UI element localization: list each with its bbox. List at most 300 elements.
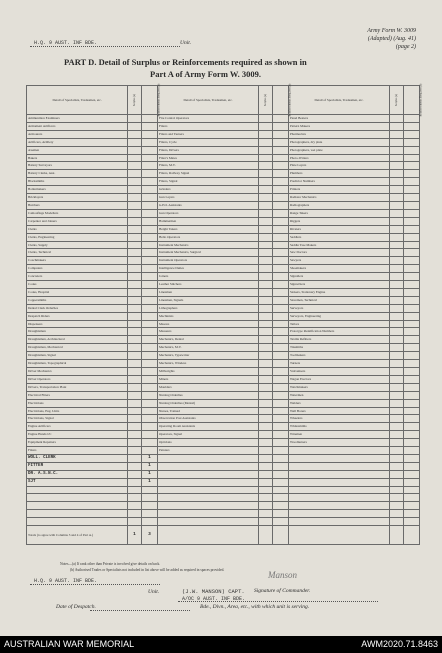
table-row (27, 186, 420, 194)
trade-cell: Plate Layers (288, 162, 389, 170)
trade-cell: Saddle Tree Makers (288, 241, 389, 249)
surplus-cell (390, 336, 404, 344)
surplus-cell (259, 375, 273, 383)
blank-cell (259, 526, 273, 545)
blank-cell (272, 486, 288, 494)
part-title-line2: Part A of Army Form W. 3009. (150, 69, 261, 79)
table-row (27, 415, 420, 423)
trade-cell: Operating Room Assistants (157, 423, 258, 431)
trade-cell: Millwrights (157, 368, 258, 376)
blank-cell (272, 478, 288, 486)
blank-cell (390, 510, 404, 518)
reinf-cell (403, 407, 419, 415)
reinf-cell (141, 138, 157, 146)
trade-cell: Storemen, Technical (288, 296, 389, 304)
reinf-cell (141, 130, 157, 138)
note-a: Notes—(a) If rank other than Private is involved give details on back. (60, 562, 161, 566)
blank-cell (128, 510, 142, 518)
surplus-cell (128, 312, 142, 320)
surplus-cell (128, 447, 142, 455)
reinf-cell (403, 352, 419, 360)
blank-cell (403, 454, 419, 462)
despatch-line (90, 610, 190, 611)
reinf-cell (141, 423, 157, 431)
table-row (27, 431, 420, 439)
table-row (27, 320, 420, 328)
table-row (27, 391, 420, 399)
trade-cell: Photographers, wet plate (288, 146, 389, 154)
reinf-cell (403, 383, 419, 391)
reinf-cell (403, 368, 419, 376)
table-row (27, 423, 420, 431)
surplus-cell (390, 178, 404, 186)
trade-cell: Wagon Erectors (288, 375, 389, 383)
trade-cell: Draughtsmen, Architectural (27, 336, 128, 344)
reinf-cell (403, 375, 419, 383)
reinf-cell (272, 304, 288, 312)
blank-cell (390, 486, 404, 494)
surplus-cell (128, 288, 142, 296)
reinf-cell (403, 233, 419, 241)
trade-cell: Photo-Writers (288, 154, 389, 162)
trade-cell: Masseurs (157, 328, 258, 336)
reinf-cell (272, 154, 288, 162)
surplus-cell (259, 344, 273, 352)
surplus-cell (128, 170, 142, 178)
reinf-cell (272, 431, 288, 439)
reinf-cell (272, 360, 288, 368)
blank-cell (272, 502, 288, 510)
trade-cell: Driver Mechanics (27, 368, 128, 376)
reinf-cell (141, 368, 157, 376)
reinf-cell (272, 170, 288, 178)
surplus-cell (128, 383, 142, 391)
reinf-cell (141, 352, 157, 360)
reinf-cell (403, 194, 419, 202)
reinf-cell (403, 249, 419, 257)
blank-cell (27, 486, 128, 494)
reinf-cell (141, 288, 157, 296)
reinf-cell (141, 178, 157, 186)
trade-cell: Concreters (27, 273, 128, 281)
trade-cell: Coachmakers (27, 257, 128, 265)
reinf-cell (141, 273, 157, 281)
surplus-cell (259, 194, 273, 202)
reinf-cell (403, 241, 419, 249)
unit-line (30, 46, 180, 47)
table-row (27, 447, 420, 455)
trade-cell: Prototype Identification Numbers (288, 328, 389, 336)
col-header-reinf: Reinforcements Required (b) (141, 86, 157, 115)
surplus-cell (128, 328, 142, 336)
despatch-label: Date of Despatch. (56, 604, 96, 610)
reinf-cell (141, 281, 157, 289)
surplus-cell (390, 423, 404, 431)
surplus-cell (259, 296, 273, 304)
reinf-cell (141, 201, 157, 209)
col-header-reinf: Reinforcements Required (b) (272, 86, 288, 115)
blank-cell (27, 502, 128, 510)
trade-cell: Mechanics, M.V. (157, 344, 258, 352)
surplus-cell (128, 431, 142, 439)
trade-cell: Watermen (288, 391, 389, 399)
trade-cell: Wheelers (288, 415, 389, 423)
reinf-cell (141, 375, 157, 383)
reinf-cell (272, 122, 288, 130)
surplus-cell (390, 209, 404, 217)
trade-cell: Clerks (27, 225, 128, 233)
surplus-cell (259, 415, 273, 423)
table-row (27, 233, 420, 241)
reinf-cell (272, 399, 288, 407)
reinf-cell (403, 415, 419, 423)
blank-cell (259, 470, 273, 478)
blank-cell (157, 494, 258, 502)
table-header-row (27, 86, 420, 115)
totals-row (27, 526, 420, 545)
surplus-cell (128, 154, 142, 162)
reinf-cell (272, 344, 288, 352)
blank-cell (288, 518, 389, 526)
surplus-cell (259, 249, 273, 257)
trade-cell: Toolmakers (288, 352, 389, 360)
surplus-cell (128, 407, 142, 415)
reinf-cell (141, 162, 157, 170)
surplus-cell (390, 130, 404, 138)
trade-cell: Fitters (157, 122, 258, 130)
reinf-cell (272, 194, 288, 202)
table-row (27, 368, 420, 376)
surplus-cell (390, 328, 404, 336)
trade-cell: Shoemakers (288, 265, 389, 273)
reinf-cell (141, 194, 157, 202)
surplus-cell (390, 368, 404, 376)
footer-unit-label: Unit. (148, 589, 160, 595)
table-row (27, 225, 420, 233)
trade-cell: Radiator Mechanics (288, 194, 389, 202)
reinf-cell (272, 407, 288, 415)
table-row (27, 462, 420, 470)
typed-reinf-cell: 1 (141, 470, 157, 478)
blank-cell (390, 454, 404, 462)
trade-cell: Surveyors (288, 304, 389, 312)
reinf-cell (141, 344, 157, 352)
surplus-cell (259, 281, 273, 289)
table-row (27, 407, 420, 415)
blank-cell (157, 470, 258, 478)
trade-cell: Linesmen (157, 288, 258, 296)
reinf-cell (272, 328, 288, 336)
reinf-cell (403, 217, 419, 225)
surplus-cell (390, 154, 404, 162)
reinf-cell (141, 257, 157, 265)
typed-trade-cell: DR. A.S.N.C. (27, 470, 128, 478)
trade-cell: Pattern Makers (288, 122, 389, 130)
surplus-cell (128, 304, 142, 312)
surplus-cell (128, 273, 142, 281)
typed-trade-cell: WOLL. CLERK (27, 454, 128, 462)
unit-stamp: H.Q. 9 AUST. INF BDE. (34, 40, 98, 46)
blank-cell (27, 494, 128, 502)
reinf-cell (403, 257, 419, 265)
trade-cell: Armourers (27, 130, 128, 138)
surplus-cell (259, 186, 273, 194)
reinf-cell (141, 360, 157, 368)
trade-cell: Dispensers (27, 320, 128, 328)
table-row (27, 328, 420, 336)
reinf-cell (403, 138, 419, 146)
surplus-cell (128, 439, 142, 447)
surplus-cell (259, 225, 273, 233)
surplus-cell (128, 344, 142, 352)
trade-cell: Gun Operators (157, 209, 258, 217)
commander-line (178, 601, 378, 602)
blank-cell (272, 462, 288, 470)
surplus-cell (259, 391, 273, 399)
surplus-cell (128, 391, 142, 399)
surplus-cell (259, 304, 273, 312)
trade-cell: Fitters, M.V. (157, 162, 258, 170)
blank-cell (403, 518, 419, 526)
reinf-cell (272, 241, 288, 249)
blank-cell (259, 518, 273, 526)
surplus-cell (390, 296, 404, 304)
trade-cell: Draughtsmen, Signal (27, 352, 128, 360)
col-header-surplus: Surplus (a) (259, 86, 273, 115)
table-row (27, 122, 420, 130)
reinf-cell (403, 115, 419, 123)
trade-cell: Mechanics, Typewriter (157, 352, 258, 360)
trade-cell: Predictor Numbers (288, 178, 389, 186)
surplus-cell (390, 201, 404, 209)
trade-cell: Pharmacists (288, 130, 389, 138)
reinf-cell (403, 360, 419, 368)
unit-label: Unit. (180, 40, 192, 46)
surplus-cell (390, 447, 404, 455)
surplus-cell (390, 146, 404, 154)
totals-label: Totals (to agree with Columns 3 and 4 of Part A.) (27, 526, 128, 545)
reinf-cell (403, 273, 419, 281)
trade-cell: Vulcanisers (288, 368, 389, 376)
trade-cell: Height Takers (157, 225, 258, 233)
blank-cell (259, 510, 273, 518)
surplus-cell (128, 146, 142, 154)
table-row (27, 265, 420, 273)
trade-cell: Well Borers (288, 407, 389, 415)
trade-cell: Artificers, Artillery (27, 138, 128, 146)
reinf-cell (141, 391, 157, 399)
trade-cell: Mechanics, Dental (157, 336, 258, 344)
footer-unit-stamp: H.Q. 9 AUST. INF BDE. (34, 578, 98, 584)
trade-cell: Masons (157, 320, 258, 328)
surplus-cell (259, 138, 273, 146)
trade-cell: Instrument Operators (157, 257, 258, 265)
trade-cell: Fitters and Turners (157, 130, 258, 138)
blank-cell (128, 486, 142, 494)
bde-label: Bde., Divn., Area, etc., with which unit is serving. (200, 604, 310, 610)
blank-cell (259, 462, 273, 470)
table-row (27, 383, 420, 391)
reinf-cell (403, 439, 419, 447)
surplus-cell (390, 288, 404, 296)
signature-label: Signature of Commander. (254, 588, 311, 594)
reinf-cell (141, 312, 157, 320)
reinf-cell (403, 122, 419, 130)
surplus-cell (128, 138, 142, 146)
reinf-cell (272, 146, 288, 154)
table-row (27, 304, 420, 312)
reinf-cell (141, 265, 157, 273)
surplus-cell (128, 336, 142, 344)
trade-cell: Miners (157, 375, 258, 383)
table-row (27, 439, 420, 447)
surplus-cell (128, 194, 142, 202)
trade-cell: Welders (288, 399, 389, 407)
surplus-cell (390, 249, 404, 257)
col-header-trade: Detail of Specialists, Tradesmen, etc. (288, 86, 389, 115)
surplus-cell (259, 170, 273, 178)
blank-cell (272, 454, 288, 462)
blank-cell (390, 478, 404, 486)
blank-cell (403, 478, 419, 486)
trade-cell: Axemen (27, 146, 128, 154)
trade-cell: Moulders (157, 383, 258, 391)
trade-cell: Instrument Mechanics, Surgical (157, 249, 258, 257)
table-row (27, 209, 420, 217)
blank-cell (272, 510, 288, 518)
trade-cell: G.P.O. Assistants (157, 201, 258, 209)
surplus-cell (128, 320, 142, 328)
blank-cell (288, 510, 389, 518)
reinf-cell (403, 344, 419, 352)
trade-cell: Plumbers (288, 170, 389, 178)
blank-cell (157, 462, 258, 470)
reinf-cell (403, 304, 419, 312)
surplus-cell (390, 304, 404, 312)
table-row (27, 241, 420, 249)
surplus-cell (128, 462, 142, 470)
trade-cell: Fitters (27, 447, 128, 455)
surplus-cell (390, 115, 404, 123)
surplus-cell (128, 478, 142, 486)
trade-cell: Fitter's Mates (157, 154, 258, 162)
table-row (27, 336, 420, 344)
surplus-cell (390, 312, 404, 320)
table-row (27, 502, 420, 510)
trade-cell: Woodturners (288, 439, 389, 447)
reinf-cell (141, 304, 157, 312)
col-header-surplus: Surplus (a) (128, 86, 142, 115)
reinf-cell (141, 399, 157, 407)
typed-reinf-cell: 1 (141, 454, 157, 462)
col-header-trade: Detail of Specialists, Tradesmen, etc. (27, 86, 128, 115)
trade-cell: Gun Layers (157, 194, 258, 202)
trade-cell: Fitters, Cycle (157, 138, 258, 146)
reinf-cell (403, 288, 419, 296)
surplus-cell (259, 407, 273, 415)
surplus-cell (128, 368, 142, 376)
trade-cell: Grinders (157, 186, 258, 194)
archive-footer (0, 636, 442, 653)
reinf-cell (272, 391, 288, 399)
trade-cell: Mechanics, Wireless (157, 360, 258, 368)
reinf-cell (403, 391, 419, 399)
blank-cell (390, 526, 404, 545)
surplus-cell (128, 241, 142, 249)
blank-cell (157, 526, 258, 545)
trade-cell: Turners (288, 360, 389, 368)
table-row (27, 178, 420, 186)
surplus-cell (390, 217, 404, 225)
blank-cell (141, 502, 157, 510)
surplus-cell (259, 233, 273, 241)
blank-cell (259, 494, 273, 502)
trade-cell: Draughtsmen, Topographical (27, 360, 128, 368)
trade-cell: Clerks, Supply (27, 241, 128, 249)
blank-cell (128, 494, 142, 502)
surplus-cell (259, 431, 273, 439)
reinf-cell (403, 170, 419, 178)
reinf-cell (272, 281, 288, 289)
surplus-cell (390, 383, 404, 391)
table-row (27, 130, 420, 138)
reinf-cell (141, 249, 157, 257)
form-ref-line: Army Form W. 3009 (367, 28, 416, 34)
table-row (27, 154, 420, 162)
surplus-cell (390, 170, 404, 178)
trade-cell: Saddlers (288, 233, 389, 241)
archive-id: AWM2020.71.8463 (361, 639, 438, 649)
surplus-cell (128, 209, 142, 217)
blank-cell (288, 502, 389, 510)
trade-cell: Cooks, Hospital (27, 288, 128, 296)
blank-cell (27, 518, 128, 526)
reinf-cell (141, 154, 157, 162)
note-b: (b) Authorised Trades or Specialists not included in list above will be added as required in spaces provided. (70, 568, 225, 572)
trade-cell: Engine Artificers (27, 423, 128, 431)
reinf-cell (403, 162, 419, 170)
reinf-cell (403, 225, 419, 233)
surplus-cell (128, 122, 142, 130)
reinf-cell (272, 312, 288, 320)
reinf-cell (141, 336, 157, 344)
surplus-cell (390, 241, 404, 249)
trade-cell: Blacksmiths (27, 178, 128, 186)
reinf-cell (141, 217, 157, 225)
blank-cell (272, 494, 288, 502)
trade-cell: Wiremen (288, 431, 389, 439)
reinf-cell (141, 186, 157, 194)
trade-cell: Leather Stitchers (157, 281, 258, 289)
blank-cell (288, 486, 389, 494)
reinf-cell (403, 312, 419, 320)
table-row (27, 510, 420, 518)
surplus-cell (259, 265, 273, 273)
trade-cell: Panel Beaters (288, 115, 389, 123)
surplus-cell (390, 375, 404, 383)
col-header-surplus: Surplus (a) (390, 86, 404, 115)
surplus-cell (128, 281, 142, 289)
table-row (27, 170, 420, 178)
surplus-cell (259, 447, 273, 455)
reinf-cell (141, 431, 157, 439)
surplus-cell (259, 273, 273, 281)
typed-reinf-cell: 1 (141, 462, 157, 470)
trade-cell: Clerks, Technical (27, 249, 128, 257)
surplus-cell (390, 391, 404, 399)
trade-cell: Tailors (288, 320, 389, 328)
trade-cell: Saw Doctors (288, 249, 389, 257)
